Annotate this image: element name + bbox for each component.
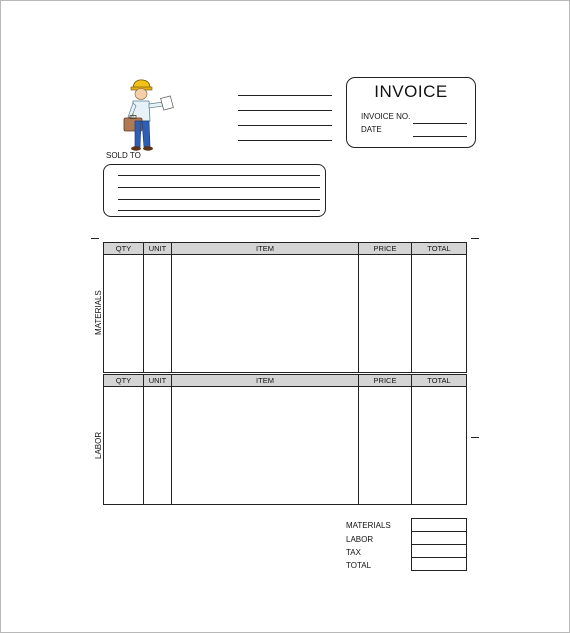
total-header: TOTAL	[412, 243, 467, 255]
table-header-row	[104, 375, 467, 387]
invoice-date-label: DATE	[361, 125, 382, 134]
invoice-number-field[interactable]	[413, 123, 467, 124]
summary-labor-label: LABOR	[346, 535, 374, 544]
company-line[interactable]	[238, 140, 332, 141]
labor-table	[103, 374, 467, 505]
total-header: TOTAL	[412, 375, 467, 387]
company-info-lines	[238, 95, 332, 155]
unit-cell[interactable]	[144, 255, 172, 373]
summary-tax-field[interactable]	[412, 545, 467, 558]
qty-header: QTY	[104, 375, 144, 387]
invoice-date-field[interactable]	[413, 136, 467, 137]
total-cell[interactable]	[412, 387, 467, 505]
summary-materials-label: MATERIALS	[346, 521, 391, 530]
sold-to-box	[103, 164, 326, 217]
unit-header: UNIT	[144, 243, 172, 255]
company-line[interactable]	[238, 125, 332, 126]
unit-header: UNIT	[144, 375, 172, 387]
summary-total-label: TOTAL	[346, 561, 372, 570]
table-row	[104, 387, 467, 505]
materials-section-label: MATERIALS	[94, 290, 103, 335]
summary-total-field[interactable]	[412, 558, 467, 571]
price-header: PRICE	[359, 243, 412, 255]
price-cell[interactable]	[359, 255, 412, 373]
table-header-row	[104, 243, 467, 255]
qty-header: QTY	[104, 243, 144, 255]
invoice-title: INVOICE	[374, 82, 448, 101]
unit-cell[interactable]	[144, 387, 172, 505]
price-cell[interactable]	[359, 387, 412, 505]
item-cell[interactable]	[172, 387, 359, 505]
sold-to-line[interactable]	[118, 187, 320, 188]
materials-table	[103, 242, 467, 373]
price-header: PRICE	[359, 375, 412, 387]
worker-with-briefcase-icon	[119, 77, 175, 153]
summary-labor-field[interactable]	[412, 532, 467, 545]
fold-mark	[91, 238, 99, 239]
invoice-header-box	[346, 77, 476, 148]
summary-table	[411, 518, 467, 571]
company-line[interactable]	[238, 110, 332, 111]
sold-to-line[interactable]	[118, 199, 320, 200]
item-header: ITEM	[172, 375, 359, 387]
summary-tax-label: TAX	[346, 548, 361, 557]
sold-to-line[interactable]	[118, 175, 320, 176]
qty-cell[interactable]	[104, 387, 144, 505]
total-cell[interactable]	[412, 255, 467, 373]
fold-mark	[471, 238, 479, 239]
company-line[interactable]	[238, 95, 332, 96]
table-row	[104, 255, 467, 373]
item-cell[interactable]	[172, 255, 359, 373]
sold-to-line[interactable]	[118, 210, 320, 211]
invoice-number-label: INVOICE NO.	[361, 112, 411, 121]
sold-to-label: SOLD TO	[106, 151, 141, 160]
qty-cell[interactable]	[104, 255, 144, 373]
summary-materials-field[interactable]	[412, 519, 467, 532]
fold-mark	[471, 437, 479, 438]
item-header: ITEM	[172, 243, 359, 255]
labor-section-label: LABOR	[94, 431, 103, 459]
